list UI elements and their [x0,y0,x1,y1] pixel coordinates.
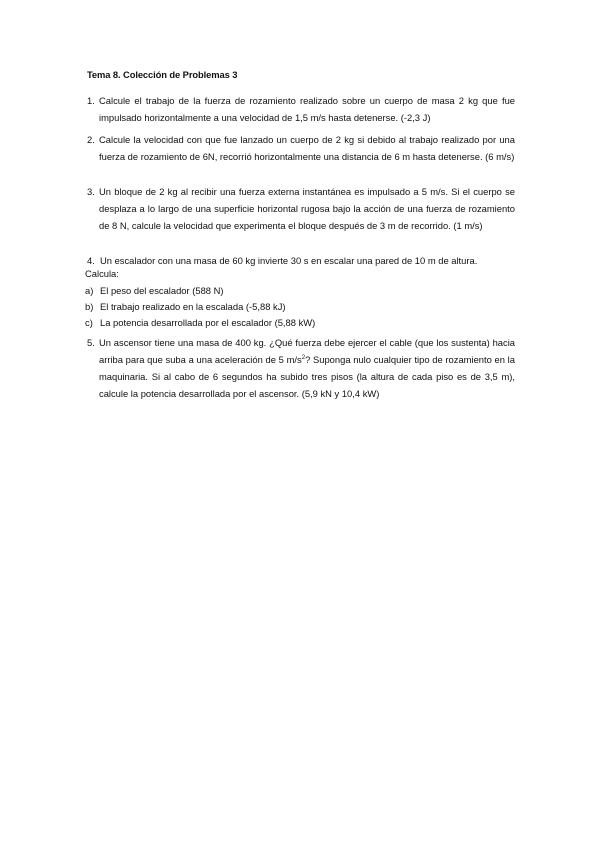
problem-text: Un escalador con una masa de 60 kg invierte 30 s en escalar una pared de 10 m de altura. [100,255,478,266]
problem-number: 3. [87,186,95,197]
problem-text [99,334,515,402]
sub-item-text: El trabajo realizado en la escalada (-5,88 kJ) [100,301,286,312]
sub-item-letter: c) [85,317,93,328]
problem-number: 2. [87,134,95,145]
problem-text: Un bloque de 2 kg al recibir una fuerza externa instantánea es impulsado a 5 m/s. Si el cuerpo se desplaza a lo largo de una superficie horizontal rugosa bajo la acción de una fuerza de rozamiento de 8 N, calcule la velocidad que experimenta el bloque después de 3 m de recorrido. (1 m/s) [99,186,515,231]
problem-number: 4. [87,255,95,266]
document-title: Tema 8. Colección de Problemas 3 [87,69,238,80]
calcula-label: Calcula: [85,268,119,279]
sub-item-text: La potencia desarrollada por el escalador (5,88 kW) [100,317,316,328]
problem-number: 1. [87,95,95,106]
sub-item-c [85,317,315,328]
sub-item-letter: a) [85,285,94,296]
problem-text: Calcule el trabajo de la fuerza de rozamiento realizado sobre un cuerpo de masa 2 kg que fue impulsado horizontalmente a una velocidad de 1,5 m/s hasta detenerse. (-2,3 J) [99,95,515,123]
sub-item-a [85,285,224,296]
sub-item-b [85,301,286,312]
sub-item-letter: b) [85,301,94,312]
problem-number: 5. [87,337,95,348]
sub-item-text: El peso del escalador (588 N) [100,285,224,296]
problem-text: Calcule la velocidad con que fue lanzado un cuerpo de 2 kg si debido al trabajo realizado por una fuerza de rozamiento de 6N, recorrió horizontalmente una distancia de 6 m hasta detenerse. (6 m/s) [99,134,515,162]
problem-text-part: Un ascensor tiene una masa de 400 kg. ¿Qué fuerza debe ejercer el cable (que los sustenta) hacia arriba para que suba a una aceleración de 5 m/s [99,337,515,365]
problem-text-part: ? Suponga nulo cualquier tipo de rozamiento en la maquinaria. Si al cabo de 6 segundos ha subido tres pisos (la altura de cada piso es de 3,5 m), calcule la potencia desarrollada por el ascensor. (5,9 kN y 10,4 kW) [99,354,515,399]
superscript: 2 [301,354,306,361]
